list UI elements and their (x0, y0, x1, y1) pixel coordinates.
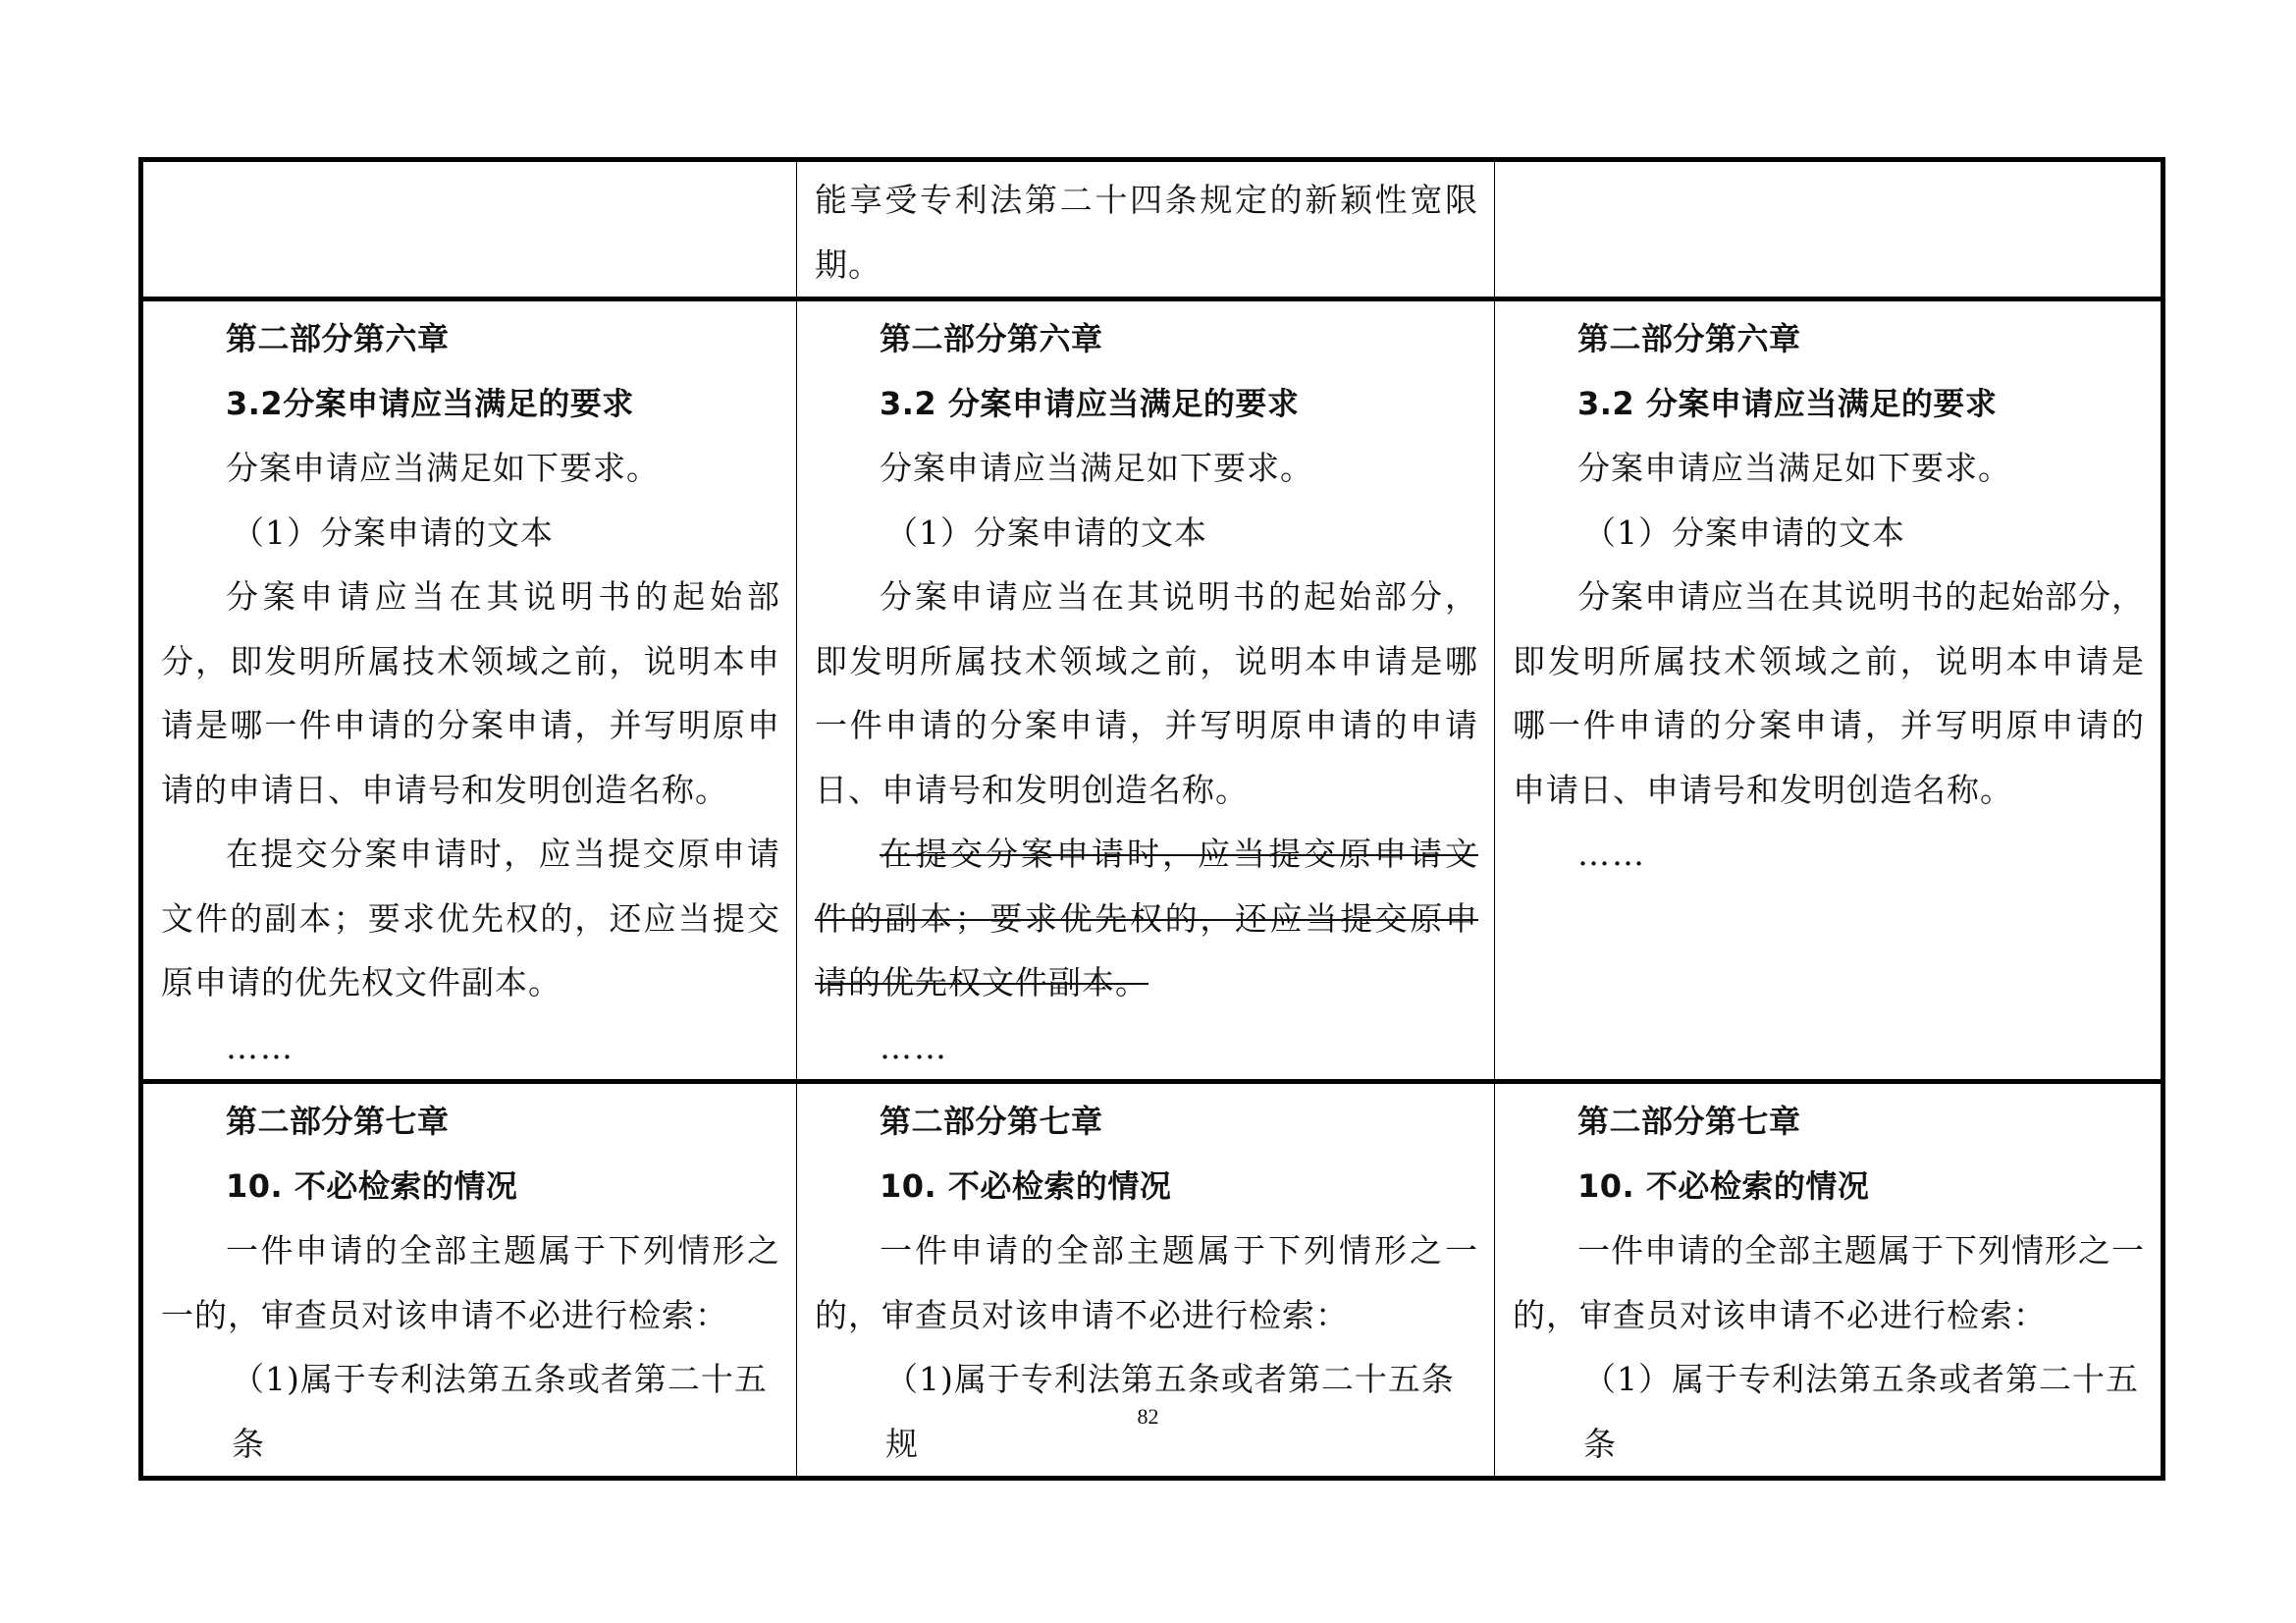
paragraph: 分案申请应当满足如下要求。 (880, 449, 1313, 487)
section-heading: 10. 不必检索的情况 (226, 1166, 518, 1205)
chapter-heading: 第二部分第七章 (880, 1103, 1103, 1140)
section-heading: 3.2 分案申请应当满足的要求 (880, 384, 1300, 422)
list-item: （1）分案申请的文本 (232, 513, 554, 552)
table-row (141, 160, 2163, 299)
table-row (141, 299, 2163, 1082)
cell-row2-col2 (797, 299, 1495, 1082)
list-item: （1)属于专利法第五条或者第二十五条 (232, 1360, 768, 1463)
paragraph: 一件申请的全部主题属于下列情形之一的，审查员对该申请不必进行检索： (815, 1231, 1478, 1334)
section-heading: 3.2 分案申请应当满足的要求 (1577, 384, 1998, 422)
list-item: （1）属于专利法第五条或者第二十五条 (1583, 1360, 2139, 1463)
page-number: 82 (1137, 1404, 1159, 1429)
section-heading: 10. 不必检索的情况 (1577, 1166, 1870, 1205)
paragraph: 分案申请应当满足如下要求。 (1577, 449, 2011, 487)
list-item: （1）分案申请的文本 (1583, 513, 1905, 552)
ellipsis: …… (226, 1027, 294, 1066)
section-heading: 3.2分案申请应当满足的要求 (226, 384, 634, 422)
list-item: （1)属于专利法第五条或者第二十五条规 (885, 1360, 1455, 1463)
strikethrough-text: 在提交分案申请时，应当提交原申请文件的副本；要求优先权的，还应当提交原申请的优先权文件副本。 (815, 835, 1478, 1001)
paragraph: 一件申请的全部主题属于下列情形之一的，审查员对该申请不必进行检索： (161, 1231, 780, 1334)
paragraph: 一件申请的全部主题属于下列情形之一的，审查员对该申请不必进行检索： (1513, 1231, 2145, 1334)
chapter-heading: 第二部分第七章 (226, 1103, 450, 1140)
chapter-heading: 第二部分第七章 (1577, 1103, 1801, 1140)
cell-row2-col1 (141, 299, 797, 1082)
cell-row1-col3 (1495, 160, 2163, 299)
paragraph: 分案申请应当在其说明书的起始部分，即发明所属技术领域之前，说明本申请是哪一件申请的分案申请，并写明原申请的申请日、申请号和发明创造名称。 (161, 577, 780, 809)
section-heading: 10. 不必检索的情况 (880, 1166, 1172, 1205)
deleted-paragraph (815, 822, 1478, 1015)
paragraph: 在提交分案申请时，应当提交原申请文件的副本；要求优先权的，还应当提交原申请的优先权文件副本。 (161, 835, 780, 1001)
cell-row1-col1 (141, 160, 797, 299)
comparison-table (138, 157, 2165, 1481)
ellipsis: …… (880, 1027, 948, 1066)
chapter-heading: 第二部分第六章 (1577, 320, 1801, 357)
paragraph: 分案申请应当在其说明书的起始部分，即发明所属技术领域之前，说明本申请是哪一件申请的分案申请，并写明原申请的申请日、申请号和发明创造名称。 (1513, 577, 2145, 809)
continued-paragraph: 能享受专利法第二十四条规定的新颖性宽限期。 (815, 181, 1478, 284)
ellipsis: …… (1577, 835, 1646, 873)
list-item: （1）分案申请的文本 (885, 513, 1207, 552)
cell-row2-col3 (1495, 299, 2163, 1082)
cell-row1-col2 (797, 160, 1495, 299)
paragraph: 分案申请应当满足如下要求。 (226, 449, 660, 487)
paragraph: 分案申请应当在其说明书的起始部分，即发明所属技术领域之前，说明本申请是哪一件申请的分案申请，并写明原申请的申请日、申请号和发明创造名称。 (815, 577, 1478, 809)
chapter-heading: 第二部分第六章 (226, 320, 450, 357)
chapter-heading: 第二部分第六章 (880, 320, 1103, 357)
